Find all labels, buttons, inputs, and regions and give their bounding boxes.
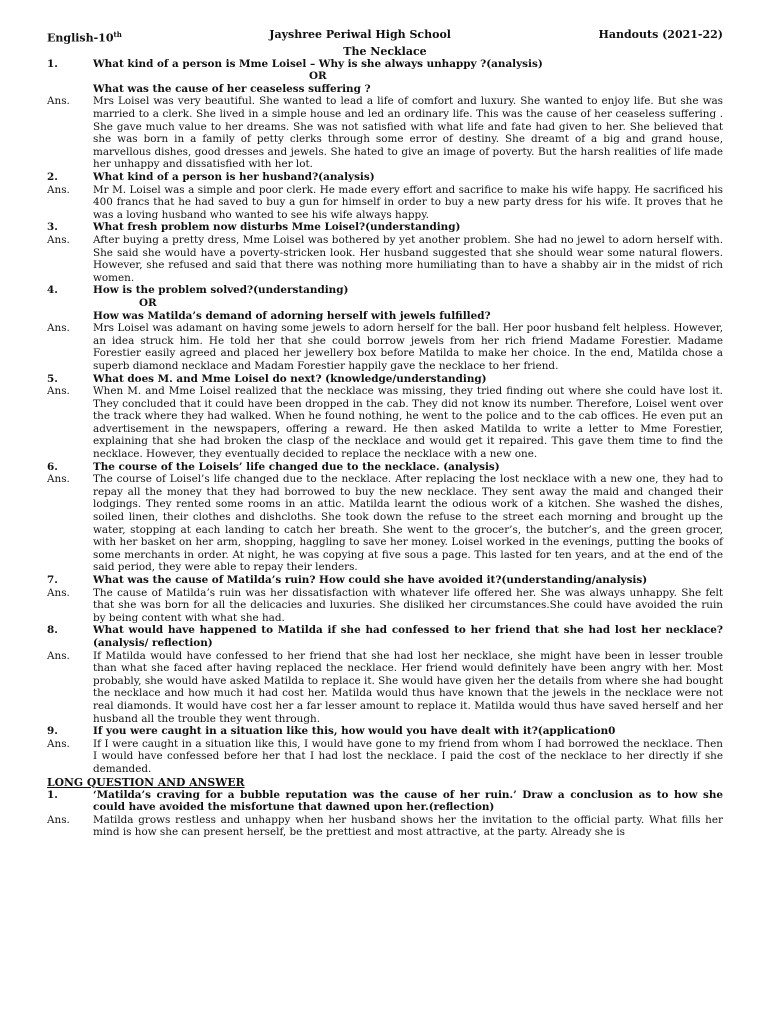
answer-row [47, 234, 723, 284]
question-text: How is the problem solved?(understanding) [93, 284, 349, 297]
question-number: 9. [47, 725, 58, 738]
question-number: 1. [47, 57, 58, 70]
answer-label: Ans. [47, 233, 70, 246]
answer-row [47, 385, 723, 461]
question-number: 4. [47, 284, 58, 297]
answer-label: Ans. [47, 95, 70, 108]
question-row [47, 58, 723, 71]
page-header [47, 28, 723, 45]
or-separator: OR [139, 296, 157, 309]
question-row [47, 221, 723, 234]
answer-label: Ans. [47, 473, 70, 486]
answer-row [47, 184, 723, 222]
long-answer-text: Matilda grows restless and unhappy when her husband shows her the invitation to the official party. What fills her mind is how she can present herself, be the prettiest and most attractive, at the party. Already she is [93, 813, 723, 839]
answer-text: When M. and Mme Loisel realized that the necklace was missing, they tried finding out where she could have lost it. They concluded that it could have been dropped in the cab. They did not know its number. Therefore, Loisel went over the track where they had walked. When he found nothing, he went to the police and to the cab offices. He even put an advertisement in the newspapers, offering a reward. He then asked Matilda to write a letter to Mme Forestier, explaining that she had broken the clasp of the necklace and would get it repaired. This gave them time to find the necklace. However, they eventually decided to replace the necklace with a new one. [93, 385, 723, 461]
question-row [47, 461, 723, 474]
or-separator: OR [309, 70, 327, 83]
answer-label: Ans. [47, 649, 70, 662]
question-row [47, 624, 723, 649]
answer-text: The course of Loisel’s life changed due to the necklace. After replacing the lost necklace with a new one, they had to repay all the money that they had borrowed to buy the new necklace. They sent away the maid and changed their lodgings. They rented some rooms in an attic. Matilda learnt the odious work of a kitchen. She washed the dishes, soiled linen, their clothes and dishcloths. She took down the refuse to the street each morning and brought up the water, stopping at each landing to catch her breath. She went to the grocer’s, the butcher’s, and the green grocer, with her basket on her arm, shopping, haggling to save her money. Loisel worked in the evenings, putting the books of some merchants in order. At night, he was copying at five sous a page. This lasted for ten years, and at the end of the said period, they were able to repay their lenders. [93, 473, 723, 574]
answer-row [47, 473, 723, 574]
question-text: What fresh problem now disturbs Mme Loisel?(understanding) [93, 221, 461, 234]
question-text: What was the cause of Matilda’s ruin? How could she have avoided it?(understanding/analysis) [93, 574, 648, 586]
question-row [47, 171, 723, 184]
answer-row [47, 738, 723, 776]
question-number: 2. [47, 171, 58, 183]
answer-row [47, 322, 723, 372]
question-text: The course of the Loisels’ life changed due to the necklace. (analysis) [93, 460, 500, 473]
answer-row [47, 95, 723, 171]
school-name: Jayshree Periwal High School [269, 28, 451, 41]
question-text: What kind of a person is her husband?(analysis) [93, 171, 375, 183]
question-row [47, 284, 723, 297]
answer-text: After buying a pretty dress, Mme Loisel was bothered by yet another problem. She had no jewel to adorn herself with. She said she would have a poverty-stricken look. Her husband suggested that she should wear some natural flowers. However, she refused and said that there was nothing more humiliating than to have a shabby air in the midst of rich women. [93, 233, 723, 284]
answer-text: The cause of Matilda’s ruin was her dissatisfaction with whatever life offered her. She was always unhappy. She felt that she was born for all the delicacies and luxuries. She disliked her circumstances.She could have avoided the ruin by being content with what she had. [93, 586, 723, 624]
answer-label: Ans. [47, 813, 70, 826]
answer-label: Ans. [47, 385, 70, 398]
long-answer [47, 814, 723, 839]
question-number-spacer [47, 310, 93, 323]
alternate-question-row [47, 310, 723, 323]
question-number-spacer [47, 83, 93, 96]
answer-row [47, 650, 723, 726]
question-text: What kind of a person is Mme Loisel – Why is she always unhappy ?(analysis) [93, 57, 543, 70]
answer-label: Ans. [47, 586, 70, 599]
question-text: What would have happened to Matilda if she had confessed to her friend that she had lost her necklace? (analysis/ reflection) [93, 624, 723, 649]
question-number: 7. [47, 574, 58, 586]
long-section-title: LONG QUESTION AND ANSWER [47, 775, 245, 789]
question-row [47, 725, 723, 738]
chapter-title: The Necklace [343, 44, 427, 58]
handout-page [47, 28, 723, 839]
class-label: English-10th [47, 30, 122, 45]
answer-label: Ans. [47, 183, 70, 196]
qa-list [47, 58, 723, 776]
question-text: How was Matilda’s demand of adorning herself with jewels fulfilled? [93, 309, 491, 322]
question-text: What does M. and Mme Loisel do next? (knowledge/understanding) [93, 372, 487, 385]
long-question [47, 789, 723, 814]
answer-text: Mrs Loisel was very beautiful. She wanted to lead a life of comfort and luxury. She wanted to enjoy life. But she was married to a clerk. She lived in a simple house and led an ordinary life. This was the cause of her ceaseless suffering . She gave much value to her dreams. She was not satisfied with what life and fate had given to her. She believed that she was born in a family of petty clerks through some error of destiny. She dreamt of a big and grand house, marvellous dishes, good dresses and jewels. She hated to give an image of poverty. But the harsh realities of life made her unhappy and dissatisfied with her lot. [93, 95, 723, 171]
question-number: 5. [47, 372, 58, 385]
answer-text: If I were caught in a situation like this, I would have gone to my friend from whom I had borrowed the necklace. Then I would have confessed before her that I had lost the necklace. I paid the cost of the necklace to her directly if she demanded. [93, 737, 723, 775]
answer-text: Mrs Loisel was adamant on having some jewels to adorn herself for the ball. Her poor husband felt helpless. However, an idea struck him. He told her that she could borrow jewels from her rich friend Madame Forestier. Madame Forestier easily agreed and placed her jewellery box before Matilda to make her choice. In the end, Matilda chose a superb diamond necklace and Madam Forestier happily gave the necklace to her friend. [93, 322, 723, 372]
answer-text: Mr M. Loisel was a simple and poor clerk. He made every effort and sacrifice to make his wife happy. He sacrificed his 400 francs that he had saved to buy a gun for himself in order to buy a new party dress for his wife. It proves that he was a loving husband who wanted to see his wife always happy. [93, 183, 723, 221]
answer-text: If Matilda would have confessed to her friend that she had lost her necklace, she might have been in lesser trouble than what she faced after having replaced the necklace. Her friend would definitely have been angry with her. Most probably, she would have asked Matilda to replace it. She would have given her the details from where she had bought the necklace and how much it had cost her. Matilda would thus have known that the jewels in the necklace were not real diamonds. It would have cost her a far lesser amount to replace it. Matilda would thus have saved herself and her husband all the trouble they went through. [93, 649, 723, 725]
alternate-question-row [47, 83, 723, 96]
long-question-number: 1. [47, 788, 58, 801]
question-row [47, 574, 723, 587]
question-number: 8. [47, 624, 58, 637]
question-number: 6. [47, 460, 58, 473]
question-text: If you were caught in a situation like this, how would you have dealt with it?(application0 [93, 725, 616, 738]
long-question-text: ‘Matilda’s craving for a bubble reputation was the cause of her ruin.’ Draw a conclusion as to how she could have avoided the misfortune that dawned upon her.(reflection) [93, 788, 723, 814]
answer-label: Ans. [47, 322, 70, 335]
handouts-label: Handouts (2021-22) [598, 28, 723, 41]
answer-label: Ans. [47, 737, 70, 750]
question-number: 3. [47, 221, 58, 234]
question-text: What was the cause of her ceaseless suffering ? [93, 82, 371, 95]
question-row [47, 373, 723, 386]
answer-row [47, 587, 723, 625]
